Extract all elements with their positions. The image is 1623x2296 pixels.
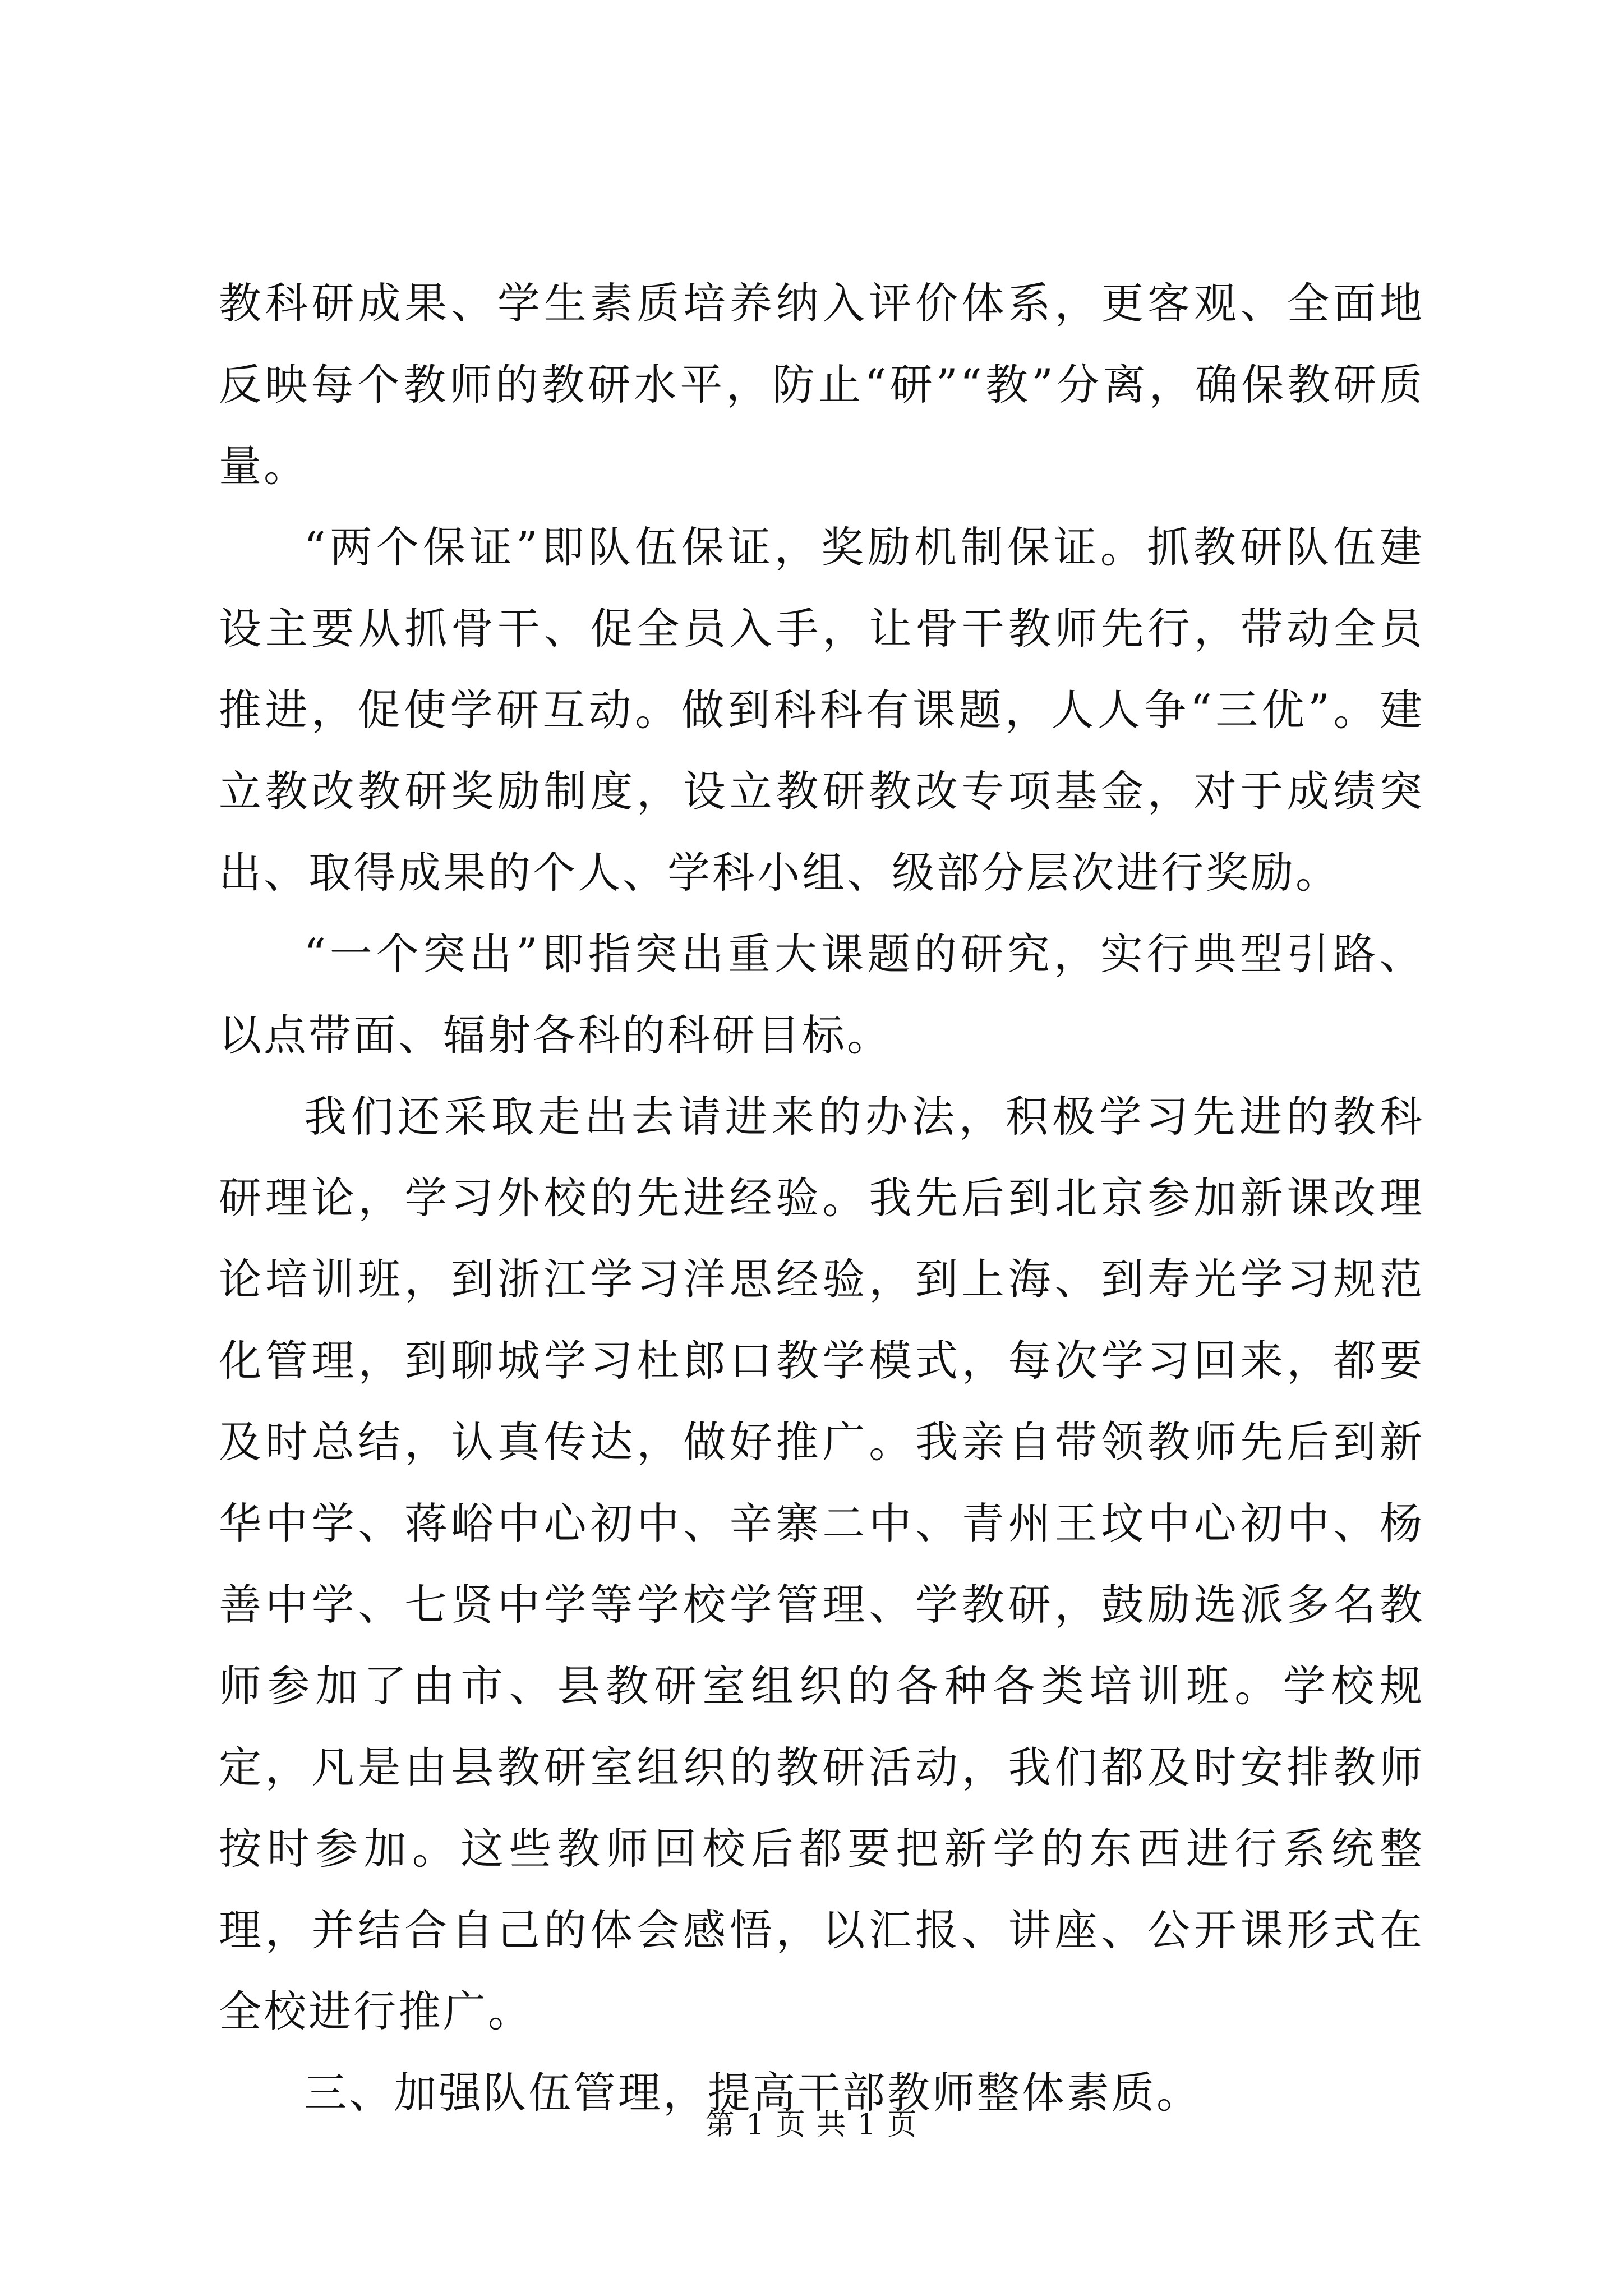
paragraph-continuation: 教科研成果、学生素质培养纳入评价体系，更客观、全面地反映每个教师的教研水平，防止“研”“教”分离，确保教研质量。 — [219, 278, 1424, 491]
document-body — [219, 263, 1424, 2133]
paragraph-one-highlight: “一个突出”即指突出重大课题的研究，实行典型引路、以点带面、辐射各科的科研目标。 — [219, 929, 1424, 1060]
page-number: 第 1 页 共 1 页 — [705, 2108, 918, 2142]
section-heading: 三、加强队伍管理，提高干部教师整体素质。 — [304, 2068, 1201, 2118]
paragraph-learning-exchange: 我们还采取走出去请进来的办法，积极学习先进的教科研理论，学习外校的先进经验。我先后到北京参加新课改理论培训班，到浙江学习洋思经验，到上海、到寿光学习规范化管理，到聊城学习杜郎口教学模式，每次学习回来，都要及时总结，认真传达，做好推广。我亲自带领教师先后到新华中学、蒋峪中心初中、辛寨二中、青州王坟中心初中、杨善中学、七贤中学等学校学管理、学教研，鼓励选派多名教师参加了由市、县教研室组织的各种各类培训班。学校规定，凡是由县教研室组织的教研活动，我们都及时安排教师按时参加。这些教师回校后都要把新学的东西进行系统整理，并结合自己的体会感悟，以汇报、讲座、公开课形式在全校进行推广。 — [219, 1092, 1424, 2036]
paragraph-two-guarantees: “两个保证”即队伍保证，奖励机制保证。抓教研队伍建设主要从抓骨干、促全员入手，让骨干教师先行，带动全员推进，促使学研互动。做到科科有课题，人人争“三优”。建立教改教研奖励制度，设立教研教改专项基金，对于成绩突出、取得成果的个人、学科小组、级部分层次进行奖励。 — [219, 522, 1424, 898]
